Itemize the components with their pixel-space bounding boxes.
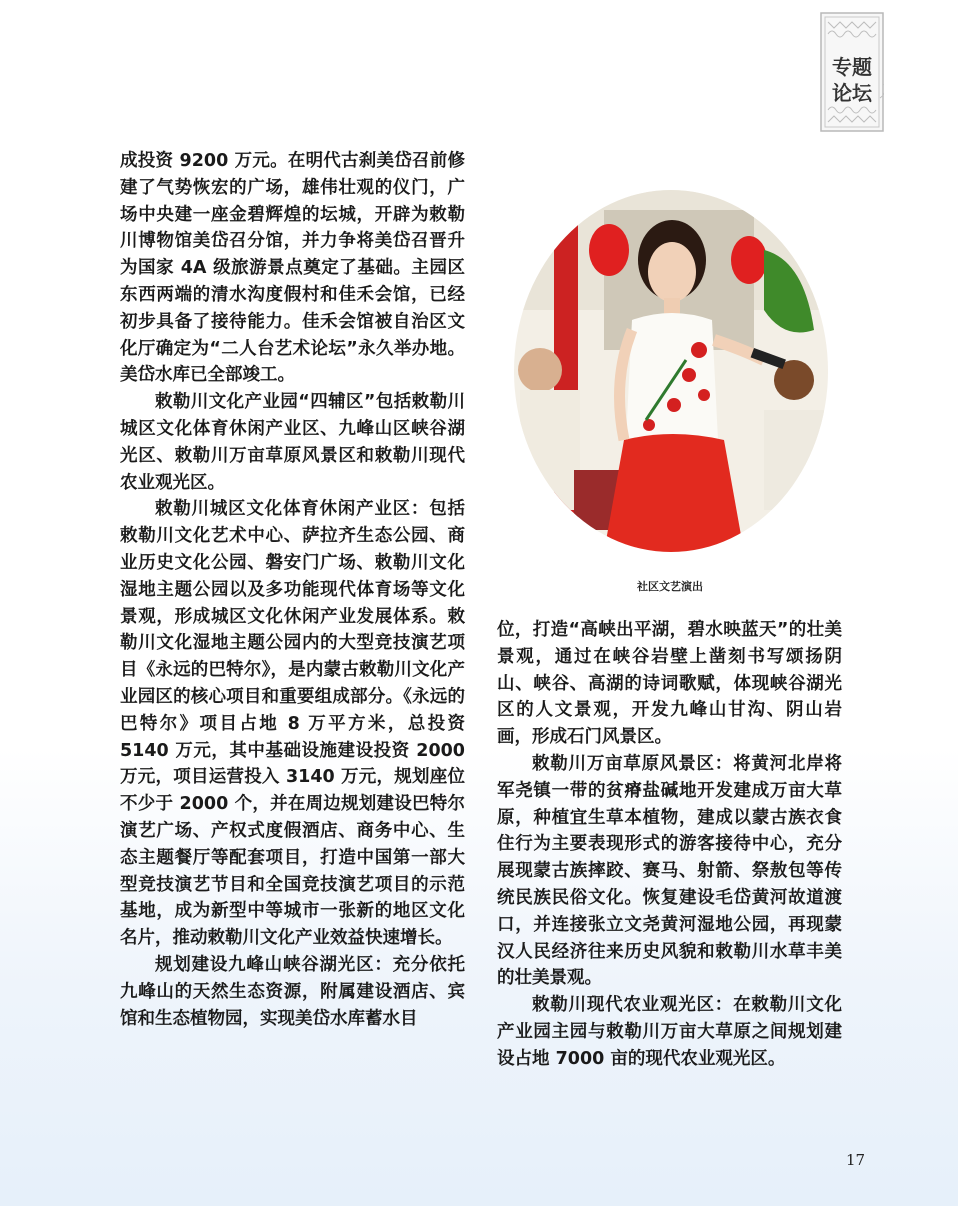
performance-photo	[514, 190, 828, 552]
badge-line-1: 专题	[832, 55, 872, 79]
page-number: 17	[846, 1151, 866, 1169]
right-paragraph-2: 敕勒川万亩草原风景区：将黄河北岸将军尧镇一带的贫瘠盐碱地开发建成万亩大草原，种植宜生草本植物，建成以蒙古族衣食住行为主要表现形式的游客接待中心，充分展现蒙古族摔跤、赛马、射箭、祭敖包等传统民族民俗文化。恢复建设毛岱黄河故道渡口，并连接张立文尧黄河湿地公园，再现蒙汉人民经济往来历史风貌和敕勒川水草丰美的壮美景观。	[497, 753, 842, 989]
left-paragraph-1: 成投资 9200 万元。在明代古刹美岱召前修建了气势恢宏的广场，雄伟壮观的仪门，广场中央建一座金碧辉煌的坛城，开辟为敕勒川博物馆美岱召分馆，并力争将美岱召晋升为国家 4A 级旅游景点奠定了基础。主园区东西两端的清水沟度假村和佳禾会馆，已经初步具备了接待能力。佳禾会馆被自治区文化厅确定为“二人台艺术论坛”永久举办地。美岱水库已全部竣工。	[120, 151, 465, 386]
badge-line-2: 论坛	[832, 81, 872, 105]
left-paragraph-2: 敕勒川文化产业园“四辅区”包括敕勒川城区文化体育休闲产业区、九峰山区峡谷湖光区、敕勒川万亩草原风景区和敕勒川现代农业观光区。	[120, 392, 465, 493]
left-paragraph-3: 敕勒川城区文化体育休闲产业区：包括敕勒川文化艺术中心、萨拉齐生态公园、商业历史文化公园、磐安门广场、敕勒川文化湿地主题公园以及多功能现代体育场等文化景观，形成城区文化休闲产业发展体系。敕勒川文化湿地主题公园内的大型竞技演艺项目《永远的巴特尔》，是内蒙古敕勒川文化产业园区的核心项目和重要组成部分。《永远的巴特尔》项目占地 8 万平方米，总投资 5140 万元，其中基础设施建设投资 2000 万元，项目运营投入 3140 万元，规划座位不少于 2000 个，并在周边规划建设巴特尔演艺广场、产权式度假酒店、商务中心、生态主题餐厅等配套项目，打造中国第一部大型竞技演艺节目和全国竞技演艺项目的示范基地，成为新型中等城市一张新的地区文化名片，推动敕勒川文化产业效益快速增长。	[120, 499, 465, 949]
photo-caption: 社区文艺演出	[637, 580, 703, 593]
performer-illustration	[514, 190, 828, 552]
right-paragraph-3: 敕勒川现代农业观光区：在敕勒川文化产业园主园与敕勒川万亩大草原之间规划建设占地 7000 亩的现代农业观光区。	[497, 995, 842, 1069]
right-paragraph-1: 位，打造“高峡出平湖，碧水映蓝天”的壮美景观，通过在峡谷岩壁上凿刻书写颂扬阴山、峡谷、高湖的诗词歌赋，体现峡谷湖光区的人文景观，开发九峰山甘沟、阴山岩画，形成石门风景区。	[497, 620, 842, 748]
left-paragraph-4: 规划建设九峰山峡谷湖光区：充分依托九峰山的天然生态资源，附属建设酒店、宾馆和生态植物园，实现美岱水库蓄水目	[120, 954, 465, 1029]
left-column	[120, 148, 465, 1032]
right-column	[497, 617, 842, 1073]
section-badge	[820, 12, 884, 132]
